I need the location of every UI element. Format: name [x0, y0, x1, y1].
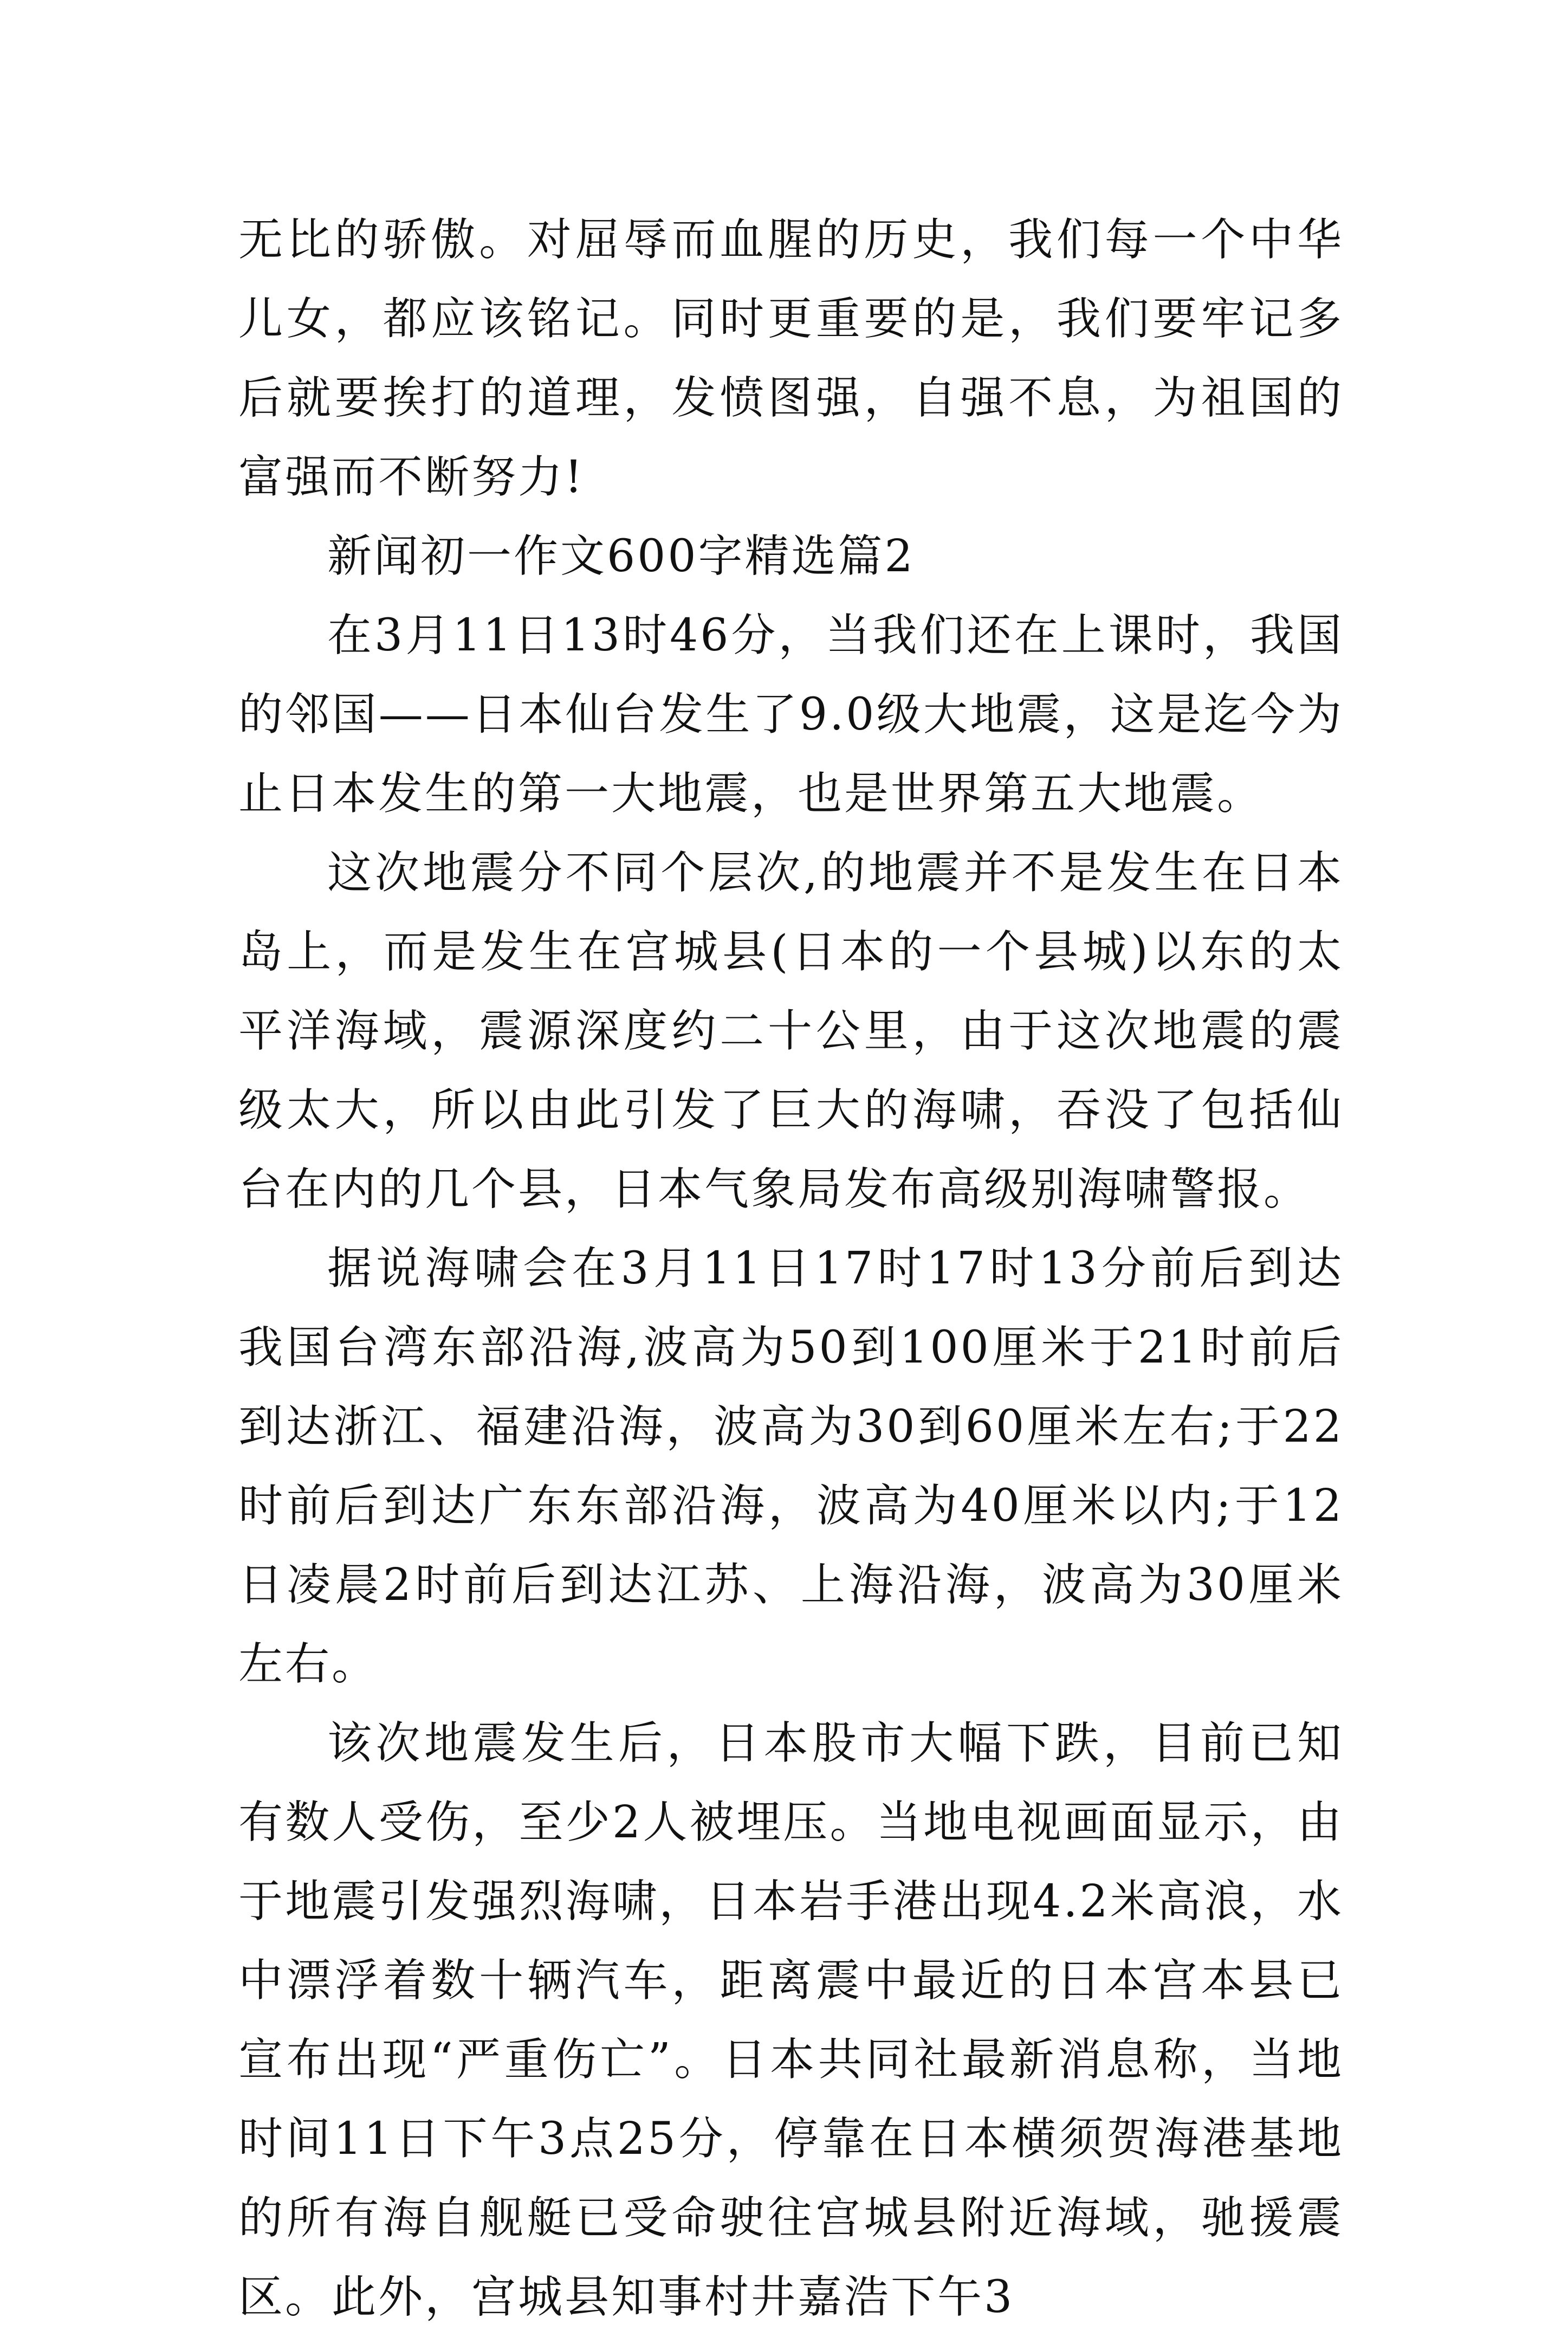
paragraph-tsunami-forecast: 据说海啸会在3月11日17时17时13分前后到达我国台湾东部沿海,波高为50到100厘米于21时前后到达浙江、福建沿海，波高为30到60厘米左右;于22时前后到达广东东部沿海，波高为40厘米以内;于12日凌晨2时前后到达江苏、上海沿海，波高为30厘米左右。	[238, 1243, 1344, 1690]
paragraph-earthquake-intro: 在3月11日13时46分，当我们还在上课时，我国的邻国——日本仙台发生了9.0级大地震，这是迄今为止日本发生的第一大地震，也是世界第五大地震。	[238, 610, 1344, 819]
paragraph-earthquake-location: 这次地震分不同个层次,的地震并不是发生在日本岛上，而是发生在宫城县(日本的一个县城)以东的太平洋海域，震源深度约二十公里，由于这次地震的震级太大，所以由此引发了巨大的海啸，吞没了包括仙台在内的几个县，日本气象局发布高级别海啸警报。	[238, 847, 1344, 1215]
paragraph-continuation: 无比的骄傲。对屈辱而血腥的历史，我们每一个中华儿女，都应该铭记。同时更重要的是，我们要牢记多后就要挨打的道理，发愤图强，自强不息，为祖国的富强而不断努力!	[238, 214, 1344, 503]
paragraph-aftermath: 该次地震发生后，日本股市大幅下跌，目前已知有数人受伤，至少2人被埋压。当地电视画面显示，由于地震引发强烈海啸，日本岩手港出现4.2米高浪，水中漂浮着数十辆汽车，距离震中最近的日本宫本县已宣布出现“严重伤亡”。日本共同社最新消息称，当地时间11日下午3点25分，停靠在日本横须贺海港基地的所有海自舰艇已受命驶往宫城县附近海域，驰援震区。此外，宫城县知事村井嘉浩下午3	[238, 1718, 1344, 2323]
article-body	[238, 201, 1344, 2337]
section-heading: 新闻初一作文600字精选篇2	[327, 531, 915, 582]
